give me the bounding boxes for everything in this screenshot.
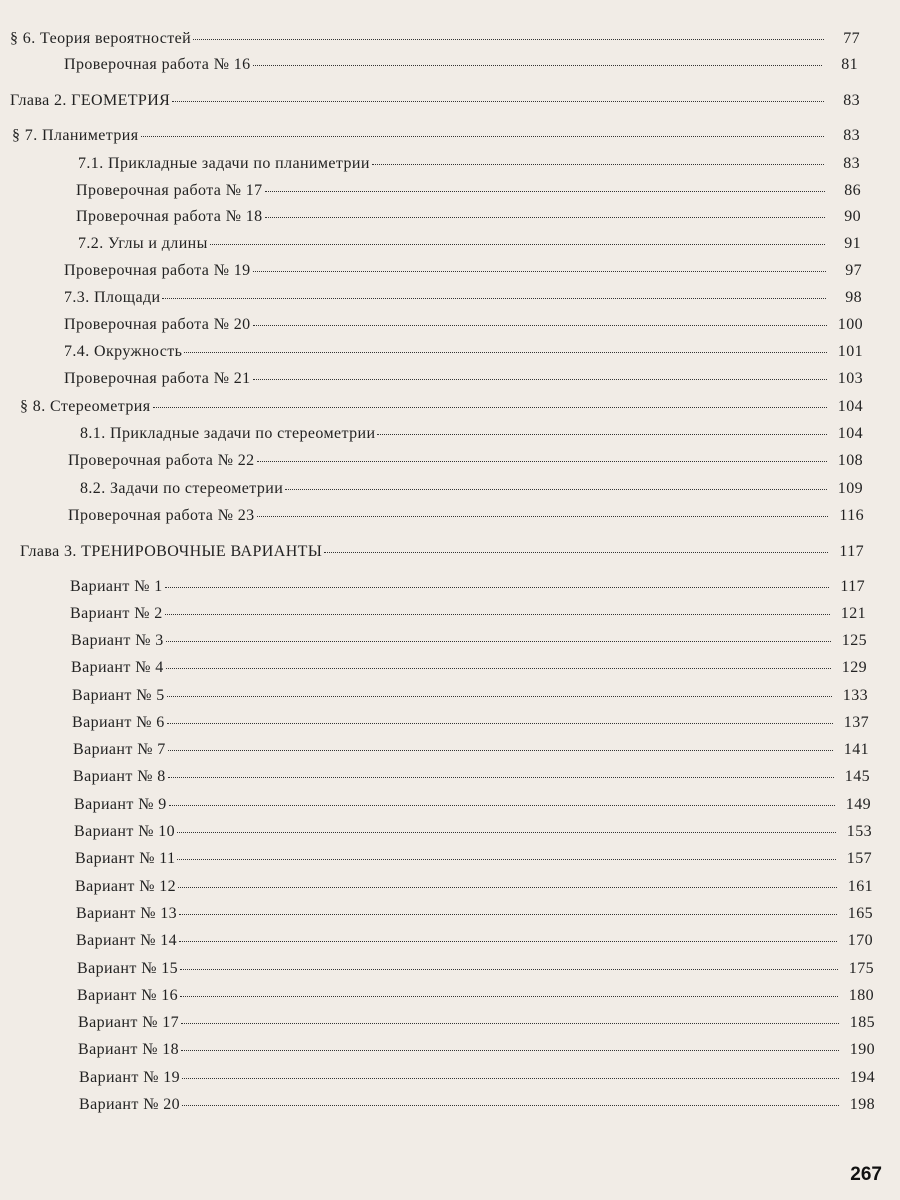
toc-entry-page: 116 xyxy=(839,507,864,524)
toc-entry xyxy=(64,262,862,280)
toc-entry-label: Вариант № 2 xyxy=(70,605,163,622)
toc-entry-page: 185 xyxy=(849,1014,875,1031)
leader-dots xyxy=(372,164,824,165)
leader-dots xyxy=(178,887,837,888)
toc-entry-label: Проверочная работа № 18 xyxy=(76,208,263,225)
toc-entry-page: 129 xyxy=(841,659,867,676)
toc-entry-label: Вариант № 3 xyxy=(71,632,164,649)
toc-entry xyxy=(75,850,872,868)
leader-dots xyxy=(162,298,826,299)
toc-entry xyxy=(72,714,869,732)
leader-dots xyxy=(165,587,829,588)
toc-entry-page: 145 xyxy=(844,768,870,785)
toc-entry-page: 83 xyxy=(843,127,860,144)
toc-entry-page: 83 xyxy=(843,155,860,172)
toc-entry-label: Вариант № 5 xyxy=(72,687,165,704)
toc-entry-label: § 6. Теория вероятностей xyxy=(10,30,192,47)
toc-entry-label: Проверочная работа № 20 xyxy=(64,316,251,333)
toc-entry xyxy=(64,56,858,74)
toc-entry xyxy=(10,92,860,110)
leader-dots xyxy=(182,1078,839,1079)
leader-dots xyxy=(181,1023,839,1024)
toc-entry-label: Вариант № 1 xyxy=(70,578,163,595)
toc-entry-page: 153 xyxy=(846,823,872,840)
toc-entry xyxy=(64,316,863,334)
leader-dots xyxy=(165,614,830,615)
leader-dots xyxy=(153,407,828,408)
leader-dots xyxy=(193,39,824,40)
toc-entry-label: Вариант № 17 xyxy=(78,1014,180,1031)
toc-entry-label: Вариант № 14 xyxy=(76,932,178,949)
leader-dots xyxy=(253,271,826,272)
leader-dots xyxy=(169,805,835,806)
toc-entry-label: Проверочная работа № 16 xyxy=(64,56,251,73)
toc-entry xyxy=(76,932,873,950)
toc-entry-page: 165 xyxy=(847,905,873,922)
toc-entry xyxy=(68,507,864,525)
toc-entry xyxy=(79,1096,875,1114)
toc-entry xyxy=(76,182,861,200)
toc-entry xyxy=(73,768,870,786)
toc-entry-page: 157 xyxy=(846,850,872,867)
toc-entry-page: 117 xyxy=(840,578,865,595)
toc-entry-page: 100 xyxy=(837,316,863,333)
toc-entry xyxy=(72,687,868,705)
leader-dots xyxy=(166,668,831,669)
toc-entry xyxy=(76,905,873,923)
toc-entry-label: Вариант № 6 xyxy=(72,714,165,731)
leader-dots xyxy=(253,65,822,66)
toc-entry-label: Вариант № 12 xyxy=(75,878,177,895)
toc-entry xyxy=(73,741,869,759)
toc-entry-label: Проверочная работа № 19 xyxy=(64,262,251,279)
toc-entry-page: 175 xyxy=(848,960,874,977)
toc-entry-page: 91 xyxy=(844,235,861,252)
leader-dots xyxy=(141,136,824,137)
toc-entry xyxy=(64,343,863,361)
toc-entry xyxy=(74,796,871,814)
toc-entry xyxy=(77,987,874,1005)
toc-entry xyxy=(70,578,865,596)
leader-dots xyxy=(180,969,838,970)
toc-entry-page: 125 xyxy=(841,632,867,649)
toc-entry xyxy=(78,235,861,253)
toc-entry-label: Вариант № 9 xyxy=(74,796,167,813)
leader-dots xyxy=(177,832,836,833)
toc-entry-page: 194 xyxy=(849,1069,875,1086)
toc-entry-label: Проверочная работа № 22 xyxy=(68,452,255,469)
toc-entry-page: 86 xyxy=(844,182,861,199)
toc-entry xyxy=(20,543,864,561)
toc-entry xyxy=(20,398,863,416)
toc-entry-page: 81 xyxy=(841,56,858,73)
toc-entry-page: 190 xyxy=(849,1041,875,1058)
toc-entry-label: 8.2. Задачи по стереометрии xyxy=(80,480,284,497)
leader-dots xyxy=(167,723,833,724)
toc-entry-label: Вариант № 8 xyxy=(73,768,166,785)
leader-dots xyxy=(377,434,827,435)
toc-entry-label: Проверочная работа № 23 xyxy=(68,507,255,524)
toc-entry xyxy=(78,1014,875,1032)
toc-entry xyxy=(78,155,860,173)
toc-entry-label: § 7. Планиметрия xyxy=(12,127,139,144)
toc-entry-page: 141 xyxy=(843,741,869,758)
toc-entry-label: Проверочная работа № 21 xyxy=(64,370,251,387)
toc-entry xyxy=(77,960,874,978)
toc-entry xyxy=(74,823,872,841)
toc-entry-page: 149 xyxy=(845,796,871,813)
leader-dots xyxy=(177,859,836,860)
leader-dots xyxy=(265,217,825,218)
leader-dots xyxy=(210,244,825,245)
toc-entry xyxy=(64,370,863,388)
toc-entry-page: 101 xyxy=(837,343,863,360)
leader-dots xyxy=(168,777,834,778)
toc-entry-label: Вариант № 11 xyxy=(75,850,176,867)
toc-entry-page: 108 xyxy=(837,452,863,469)
toc-entry xyxy=(71,632,867,650)
leader-dots xyxy=(257,516,828,517)
toc-entry-page: 104 xyxy=(837,398,863,415)
leader-dots xyxy=(179,914,837,915)
toc-entry xyxy=(10,30,860,48)
toc-entry-label: Глава 2. ГЕОМЕТРИЯ xyxy=(10,92,171,109)
toc-entry xyxy=(76,208,861,226)
toc-entry xyxy=(71,659,867,677)
toc-entry xyxy=(80,480,863,498)
toc-entry xyxy=(80,425,863,443)
page-number: 267 xyxy=(850,1164,882,1185)
toc-entry-label: 7.1. Прикладные задачи по планиметрии xyxy=(78,155,370,172)
toc-entry-label: 7.4. Окружность xyxy=(64,343,183,360)
toc-entry-page: 198 xyxy=(849,1096,875,1113)
leader-dots xyxy=(265,191,825,192)
leader-dots xyxy=(179,941,837,942)
toc-entry xyxy=(12,127,860,145)
toc-entry-page: 97 xyxy=(845,262,862,279)
toc-entry-label: Вариант № 18 xyxy=(78,1041,180,1058)
toc-entry-label: 8.1. Прикладные задачи по стереометрии xyxy=(80,425,376,442)
toc-entry-label: 7.3. Площади xyxy=(64,289,161,306)
leader-dots xyxy=(181,1050,839,1051)
toc-entry-page: 90 xyxy=(844,208,861,225)
toc-entry-label: Вариант № 10 xyxy=(74,823,176,840)
toc-entry-page: 180 xyxy=(848,987,874,1004)
toc-entry-page: 161 xyxy=(847,878,873,895)
toc-entry-page: 77 xyxy=(843,30,860,47)
toc-entry-page: 83 xyxy=(843,92,860,109)
toc-entry-label: Вариант № 4 xyxy=(71,659,164,676)
toc-entry-page: 103 xyxy=(837,370,863,387)
leader-dots xyxy=(324,552,828,553)
toc-entry-page: 170 xyxy=(847,932,873,949)
toc-entry-page: 117 xyxy=(839,543,864,560)
toc-entry-label: Вариант № 7 xyxy=(73,741,166,758)
leader-dots xyxy=(182,1105,839,1106)
toc-entry-label: § 8. Стереометрия xyxy=(20,398,151,415)
toc-entry-label: Проверочная работа № 17 xyxy=(76,182,263,199)
toc-entry-page: 137 xyxy=(843,714,869,731)
leader-dots xyxy=(184,352,827,353)
leader-dots xyxy=(285,489,827,490)
toc-entry-label: Вариант № 13 xyxy=(76,905,178,922)
toc-entry xyxy=(78,1041,875,1059)
toc-entry-page: 121 xyxy=(840,605,866,622)
toc-entry-label: Вариант № 19 xyxy=(79,1069,181,1086)
leader-dots xyxy=(172,101,824,102)
leader-dots xyxy=(180,996,838,997)
leader-dots xyxy=(168,750,833,751)
toc-entry-label: Вариант № 16 xyxy=(77,987,179,1004)
toc-entry xyxy=(64,289,862,307)
toc-entry-page: 104 xyxy=(837,425,863,442)
toc-entry-page: 133 xyxy=(842,687,868,704)
toc-entry-page: 98 xyxy=(845,289,862,306)
toc-entry-label: 7.2. Углы и длины xyxy=(78,235,208,252)
leader-dots xyxy=(253,379,827,380)
toc-entry-label: Вариант № 20 xyxy=(79,1096,181,1113)
toc-entry xyxy=(68,452,863,470)
leader-dots xyxy=(257,461,827,462)
toc-entry-label: Глава 3. ТРЕНИРОВОЧНЫЕ ВАРИАНТЫ xyxy=(20,543,323,560)
leader-dots xyxy=(167,696,832,697)
toc-entry-label: Вариант № 15 xyxy=(77,960,179,977)
leader-dots xyxy=(253,325,827,326)
toc-entry-page: 109 xyxy=(837,480,863,497)
leader-dots xyxy=(166,641,831,642)
toc-entry xyxy=(70,605,866,623)
toc-entry xyxy=(79,1069,875,1087)
toc-entry xyxy=(75,878,873,896)
